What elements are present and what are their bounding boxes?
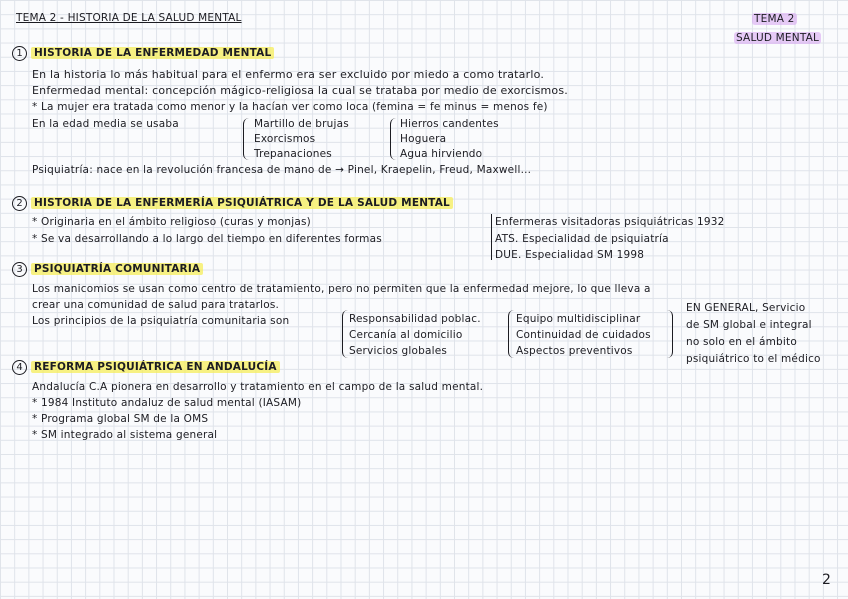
section-2-list-item: ATS. Especialidad de psiquiatría bbox=[495, 233, 669, 245]
section-2-line-2: * Se va desarrollando a lo largo del tiempo en diferentes formas bbox=[32, 233, 382, 245]
section-3-brace-a bbox=[342, 310, 349, 358]
section-2-list-item: DUE. Especialidad SM 1998 bbox=[495, 249, 645, 261]
section-1-list-a-item: Martillo de brujas bbox=[254, 118, 349, 130]
section-1-line-1: En la historia lo más habitual para el enfermo era ser excluido por miedo a como tratarlo. bbox=[32, 68, 545, 81]
section-2-list-item: Enfermeras visitadoras psiquiátricas 1932 bbox=[495, 216, 725, 228]
section-3-line-3-lead: Los principios de la psiquiatría comunitaria son bbox=[32, 315, 290, 327]
section-4-heading-text: REFORMA PSIQUIÁTRICA EN ANDALUCÍA bbox=[31, 361, 280, 373]
section-1-heading-text: HISTORIA DE LA ENFERMEDAD MENTAL bbox=[31, 47, 274, 59]
section-3-summary-line: de SM global e integral bbox=[686, 319, 812, 331]
section-2-heading-text: HISTORIA DE LA ENFERMERÍA PSIQUIÁTRICA Y DE LA SALUD MENTAL bbox=[31, 197, 453, 209]
section-2-number: 2 bbox=[12, 196, 27, 211]
section-3-summary-line: EN GENERAL, Servicio bbox=[686, 302, 806, 314]
section-1-line-2: Enfermedad mental: concepción mágico-religiosa la cual se trataba por medio de exorcismos. bbox=[32, 84, 568, 97]
section-1-heading bbox=[31, 46, 274, 60]
page-number: 2 bbox=[822, 572, 831, 588]
section-1-line-5: Psiquiatría: nace en la revolución francesa de mano de → Pinel, Kraepelin, Freud, Maxwell... bbox=[32, 164, 532, 176]
section-1-list-b-item: Hierros candentes bbox=[400, 118, 499, 130]
section-1-list-a-item: Trepanaciones bbox=[254, 148, 332, 160]
section-4-number: 4 bbox=[12, 360, 27, 375]
section-3-summary-line: no solo en el ámbito bbox=[686, 336, 797, 348]
section-1-line-3: * La mujer era tratada como menor y la hacían ver como loca (femina = fe minus = menos fe) bbox=[32, 101, 548, 113]
section-2-line-1: * Originaria en el ámbito religioso (curas y monjas) bbox=[32, 216, 311, 228]
section-3-heading-text: PSIQUIATRÍA COMUNITARIA bbox=[31, 263, 203, 275]
section-3-list-b-item: Aspectos preventivos bbox=[516, 345, 633, 357]
topic-label bbox=[752, 12, 797, 26]
page-title-text: TEMA 2 - HISTORIA DE LA SALUD MENTAL bbox=[16, 12, 242, 24]
section-3-brace-b bbox=[508, 310, 515, 358]
section-3-number: 3 bbox=[12, 262, 27, 277]
section-1-list-a-item: Exorcismos bbox=[254, 133, 316, 145]
topic-subject bbox=[734, 31, 821, 45]
section-1-brace-b bbox=[390, 118, 397, 160]
section-2-list-divider bbox=[491, 214, 492, 260]
section-3-list-a-item: Servicios globales bbox=[349, 345, 448, 357]
section-4-heading bbox=[31, 360, 280, 374]
section-4-line-1: Andalucía C.A pionera en desarrollo y tratamiento en el campo de la salud mental. bbox=[32, 381, 484, 393]
section-1-brace-a bbox=[243, 118, 250, 160]
page-title bbox=[16, 11, 242, 25]
section-1-list-b-item: Hoguera bbox=[400, 133, 447, 145]
topic-subject-text: SALUD MENTAL bbox=[736, 32, 820, 44]
section-2-heading bbox=[31, 196, 453, 210]
section-4-list-item: * 1984 Instituto andaluz de salud mental (IASAM) bbox=[32, 397, 302, 409]
section-3-list-a-item: Responsabilidad poblac. bbox=[349, 313, 481, 325]
section-3-brace-close bbox=[666, 310, 673, 358]
section-1-number: 1 bbox=[12, 46, 27, 61]
section-3-list-b-item: Continuidad de cuidados bbox=[516, 329, 651, 341]
section-1-line-4-lead: En la edad media se usaba bbox=[32, 118, 179, 130]
section-3-line-1: Los manicomios se usan como centro de tratamiento, pero no permiten que la enfermedad mejore, lo que lleva a bbox=[32, 283, 651, 295]
section-4-list-item: * Programa global SM de la OMS bbox=[32, 413, 209, 425]
section-4-list-item: * SM integrado al sistema general bbox=[32, 429, 218, 441]
section-3-summary-line: psiquiátrico to el médico bbox=[686, 353, 821, 365]
section-3-list-b-item: Equipo multidisciplinar bbox=[516, 313, 641, 325]
section-1-list-b-item: Agua hirviendo bbox=[400, 148, 483, 160]
section-3-list-a-item: Cercanía al domicilio bbox=[349, 329, 463, 341]
topic-label-text: TEMA 2 bbox=[754, 13, 795, 25]
section-3-line-2: crear una comunidad de salud para tratarlos. bbox=[32, 299, 280, 311]
section-3-heading bbox=[31, 262, 203, 276]
